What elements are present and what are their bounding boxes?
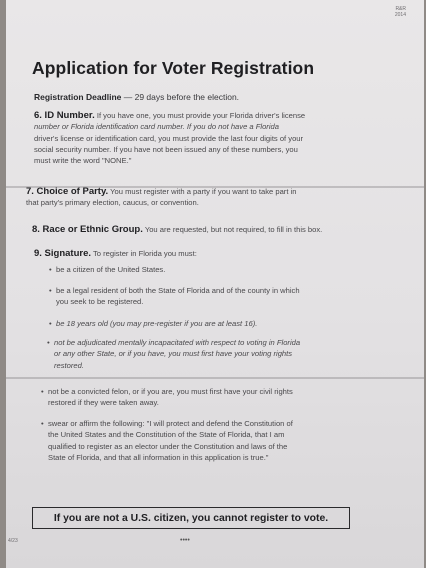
section-text: must write the word "NONE." — [34, 156, 132, 166]
section-text: You must register with a party if you want to take part in — [110, 187, 297, 196]
requirement-text: not be adjudicated mentally incapacitated with respect to voting in Florida — [54, 338, 301, 347]
footer-code: 4/23 — [8, 538, 18, 544]
form-code-line: 2014 — [394, 12, 406, 18]
section-race-ethnic-group — [32, 224, 392, 235]
section-text: that party's primary election, caucus, or convention. — [26, 198, 199, 208]
requirement-item — [41, 418, 393, 463]
section-id-number — [34, 110, 374, 166]
requirement-item — [41, 386, 388, 409]
bullet-icon: • — [41, 387, 44, 396]
section-text: You are requested, but not required, to fill in this box. — [144, 225, 323, 234]
fold-line — [6, 377, 424, 379]
bullet-icon: • — [41, 419, 44, 428]
deadline-label: Registration Deadline — [34, 92, 122, 102]
page-title: Application for Voter Registration — [32, 58, 315, 78]
requirement-text: restored. — [54, 360, 84, 370]
section-text: driver's license or identification card, you must provide the last four digits of your — [34, 133, 304, 143]
form-code-line: R&R — [395, 6, 406, 12]
requirement-item — [47, 337, 394, 371]
citizenship-notice: If you are not a U.S. citizen, you cannot register to vote. — [32, 507, 350, 529]
requirement-text: you seek to be registered. — [56, 297, 144, 307]
section-choice-of-party — [26, 186, 386, 209]
requirement-item — [49, 285, 386, 308]
section-heading: 9. Signature. — [34, 248, 92, 259]
requirement-text: qualified to register as an elector under the Constitution and laws of the — [48, 441, 288, 451]
bullet-icon: • — [49, 265, 52, 274]
bullet-icon: • — [49, 286, 52, 295]
requirement-text: not be a convicted felon, or if you are, you must first have your civil rights — [48, 387, 293, 396]
requirement-item — [49, 318, 386, 329]
requirement-text: be 18 years old (you may pre-register if you are at least 16). — [56, 319, 258, 328]
deadline-text: — 29 days before the election. — [121, 92, 240, 102]
section-text: social security number. If you have not been issued any of these numbers, you — [34, 144, 298, 154]
bullet-icon: • — [47, 338, 50, 347]
requirement-text: be a citizen of the United States. — [56, 265, 166, 274]
section-signature — [34, 248, 394, 259]
section-heading: 8. Race or Ethnic Group. — [32, 224, 143, 235]
section-text: number or Florida identification card number. If you do not have a Florida — [34, 122, 279, 132]
requirement-text: or any other State, or if you have, you must first have your voting rights — [54, 349, 293, 359]
section-heading: 6. ID Number. — [34, 110, 95, 121]
footer-mark: •••• — [180, 537, 190, 544]
requirement-text: swear or affirm the following: "I will protect and defend the Constitution of — [48, 419, 293, 428]
registration-deadline — [34, 92, 239, 102]
section-text: If you have one, you must provide your Florida driver's license — [96, 111, 306, 120]
application-page — [6, 0, 424, 568]
requirement-text: the United States and the Constitution of the State of Florida, that I am — [48, 430, 285, 440]
section-text: To register in Florida you must: — [93, 249, 197, 258]
section-heading: 7. Choice of Party. — [26, 186, 109, 197]
requirement-text: be a legal resident of both the State of Florida and of the county in which — [56, 286, 300, 295]
bullet-icon: • — [49, 319, 52, 328]
form-code — [395, 6, 406, 18]
requirement-item — [49, 264, 376, 275]
requirement-text: State of Florida, and that all information in this application is true." — [48, 452, 269, 462]
requirement-text: restored if they were taken away. — [48, 398, 159, 408]
